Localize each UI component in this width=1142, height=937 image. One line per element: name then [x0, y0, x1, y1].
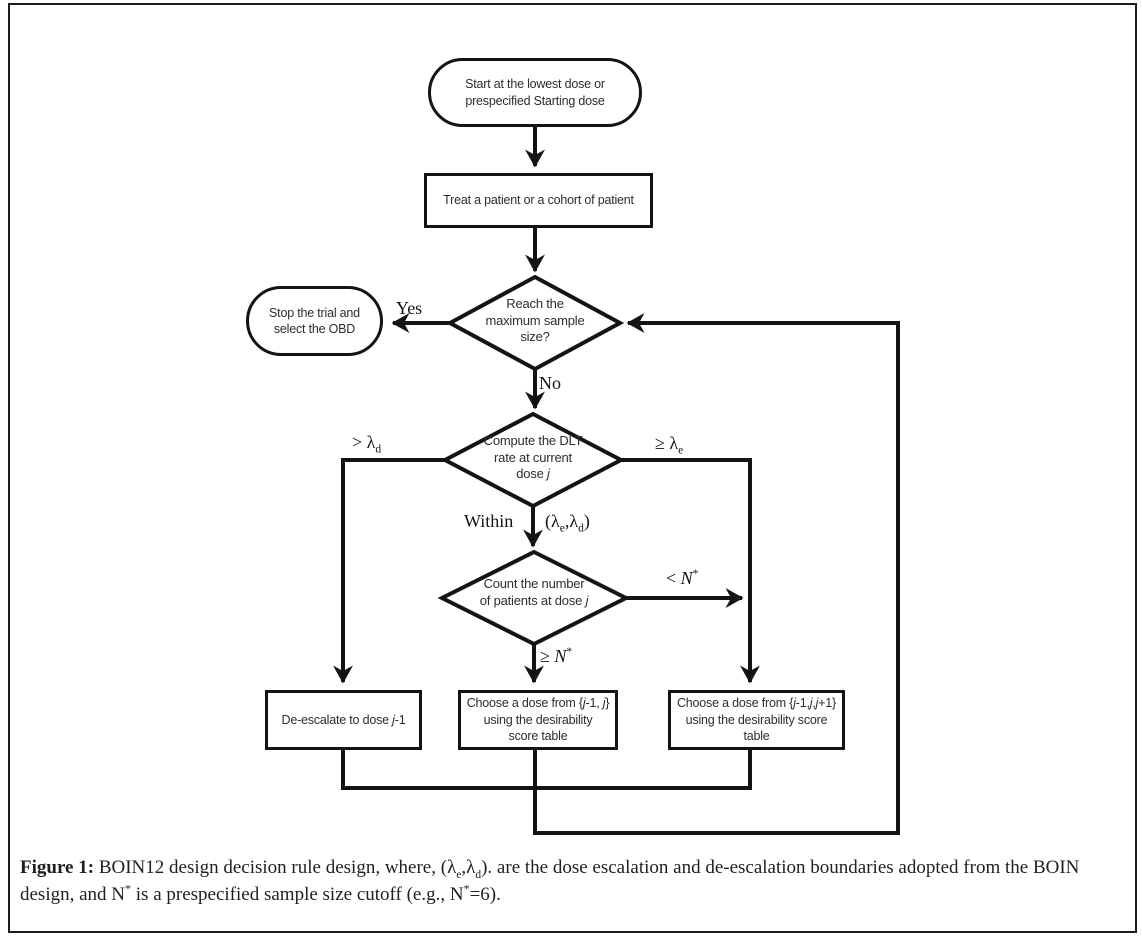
star-superscript: *	[463, 881, 470, 896]
yes-label: Yes	[396, 298, 423, 318]
range-open: (λ	[545, 511, 560, 531]
choose-three-p4: +1}	[818, 696, 837, 711]
compute-dlt-line3	[448, 466, 618, 483]
connector-deescalate-branch	[343, 460, 445, 682]
range-mid: ,λ	[564, 511, 579, 531]
dose-j-variable: j	[815, 696, 819, 711]
choose-two-line2: using the desirability	[483, 712, 593, 727]
no-label: No	[539, 373, 561, 393]
stop-node-line1: Stop the trial and	[269, 305, 360, 320]
start-node	[428, 58, 642, 127]
star-superscript: *	[692, 568, 699, 580]
reach-max-line1: Reach the	[506, 296, 564, 311]
choose-three-p2: -1,	[795, 696, 810, 711]
lambda-d-subscript: d	[475, 868, 482, 881]
choose-three-line2: using the desirability score	[685, 712, 828, 727]
gt-lambda-text: > λ	[352, 432, 376, 452]
lt-nstar-label	[666, 568, 698, 589]
ge-lambda-e-label	[655, 433, 684, 457]
start-node-line1: Start at the lowest dose or	[465, 77, 605, 91]
stop-node-line2: select the OBD	[273, 322, 356, 336]
n-variable: N	[680, 568, 693, 588]
count-patients-line1: Count the number	[483, 576, 585, 591]
dose-j-variable: j	[547, 466, 550, 482]
caption-part2: ,λ	[461, 857, 476, 878]
count-patients-line2	[444, 593, 624, 610]
caption-part5: =6).	[469, 883, 501, 905]
n-variable: N	[554, 646, 567, 666]
choose-three-p3: ,	[812, 696, 816, 711]
choose-two-p3: }	[605, 696, 610, 711]
compute-dlt-line1: Compute the DLT	[483, 433, 583, 448]
caption-part4: is a prespecified sample size cutoff (e.g., N	[131, 883, 464, 905]
reach-max-text	[450, 296, 620, 346]
choose-two-line1	[467, 695, 610, 712]
count-patients-text	[444, 576, 624, 609]
choose-two-node	[458, 690, 618, 750]
lambda-d-subscript: d	[578, 522, 584, 535]
choose-three-line3: table	[743, 729, 770, 744]
deescalate-node	[265, 690, 422, 750]
dose-j-variable: j	[809, 696, 813, 711]
treat-node-text: Treat a patient or a cohort of patient	[443, 193, 634, 208]
reach-max-line3: size?	[520, 329, 550, 345]
deescalate-p1: De-escalate to dose	[281, 712, 393, 727]
choose-two-p2: -1,	[585, 696, 603, 711]
gt-lambda-d-label	[352, 432, 382, 456]
star-superscript: *	[125, 881, 132, 896]
choose-two-line3: score table	[508, 729, 568, 744]
within-label: Within	[464, 511, 514, 531]
compute-dlt-line3-prefix: dose	[516, 466, 548, 482]
ge-lambda-text: ≥ λ	[655, 433, 679, 453]
deescalate-p2: -1	[394, 712, 406, 727]
ge-sign: ≥	[540, 646, 555, 666]
connector-bottom-bus	[343, 750, 750, 788]
ge-nstar-label	[540, 646, 572, 667]
choose-three-p1: Choose a dose from {	[676, 696, 794, 711]
lambda-e-subscript: e	[678, 444, 684, 457]
reach-max-line2: maximum sample	[485, 312, 585, 328]
dose-j-variable: j	[392, 712, 395, 727]
lt-sign: <	[666, 568, 681, 588]
lambda-range-label	[545, 511, 590, 535]
compute-dlt-line2: rate at current	[494, 449, 572, 465]
caption-part1: BOIN12 design decision rule design, where, (λ	[94, 857, 457, 878]
choose-three-node	[668, 690, 845, 750]
stop-node	[246, 286, 383, 356]
choose-two-p1: Choose a dose from {	[466, 696, 583, 711]
figure-caption	[20, 855, 1126, 909]
treat-node	[424, 173, 653, 228]
dose-j-variable: j	[582, 696, 586, 711]
dose-j-variable: j	[793, 696, 796, 711]
figure-caption-label: Figure 1:	[20, 857, 95, 878]
lambda-e-subscript: e	[456, 868, 462, 881]
start-node-line2: prespecified Starting dose	[465, 93, 605, 108]
lambda-d-subscript: d	[375, 443, 382, 456]
caption-part3: ). are the dose escalation and de-escalation boundaries adopted from the BOIN design, and N	[20, 857, 1080, 905]
dose-j-variable: j	[602, 696, 606, 711]
deescalate-text	[282, 712, 406, 729]
range-close: )	[583, 511, 590, 531]
choose-three-line1	[677, 695, 836, 712]
star-superscript: *	[566, 646, 573, 658]
dose-j-variable: j	[585, 592, 589, 608]
count-patients-line2-prefix: of patients at dose	[479, 592, 586, 608]
lambda-e-subscript: e	[559, 522, 565, 535]
compute-dlt-text	[448, 433, 618, 483]
